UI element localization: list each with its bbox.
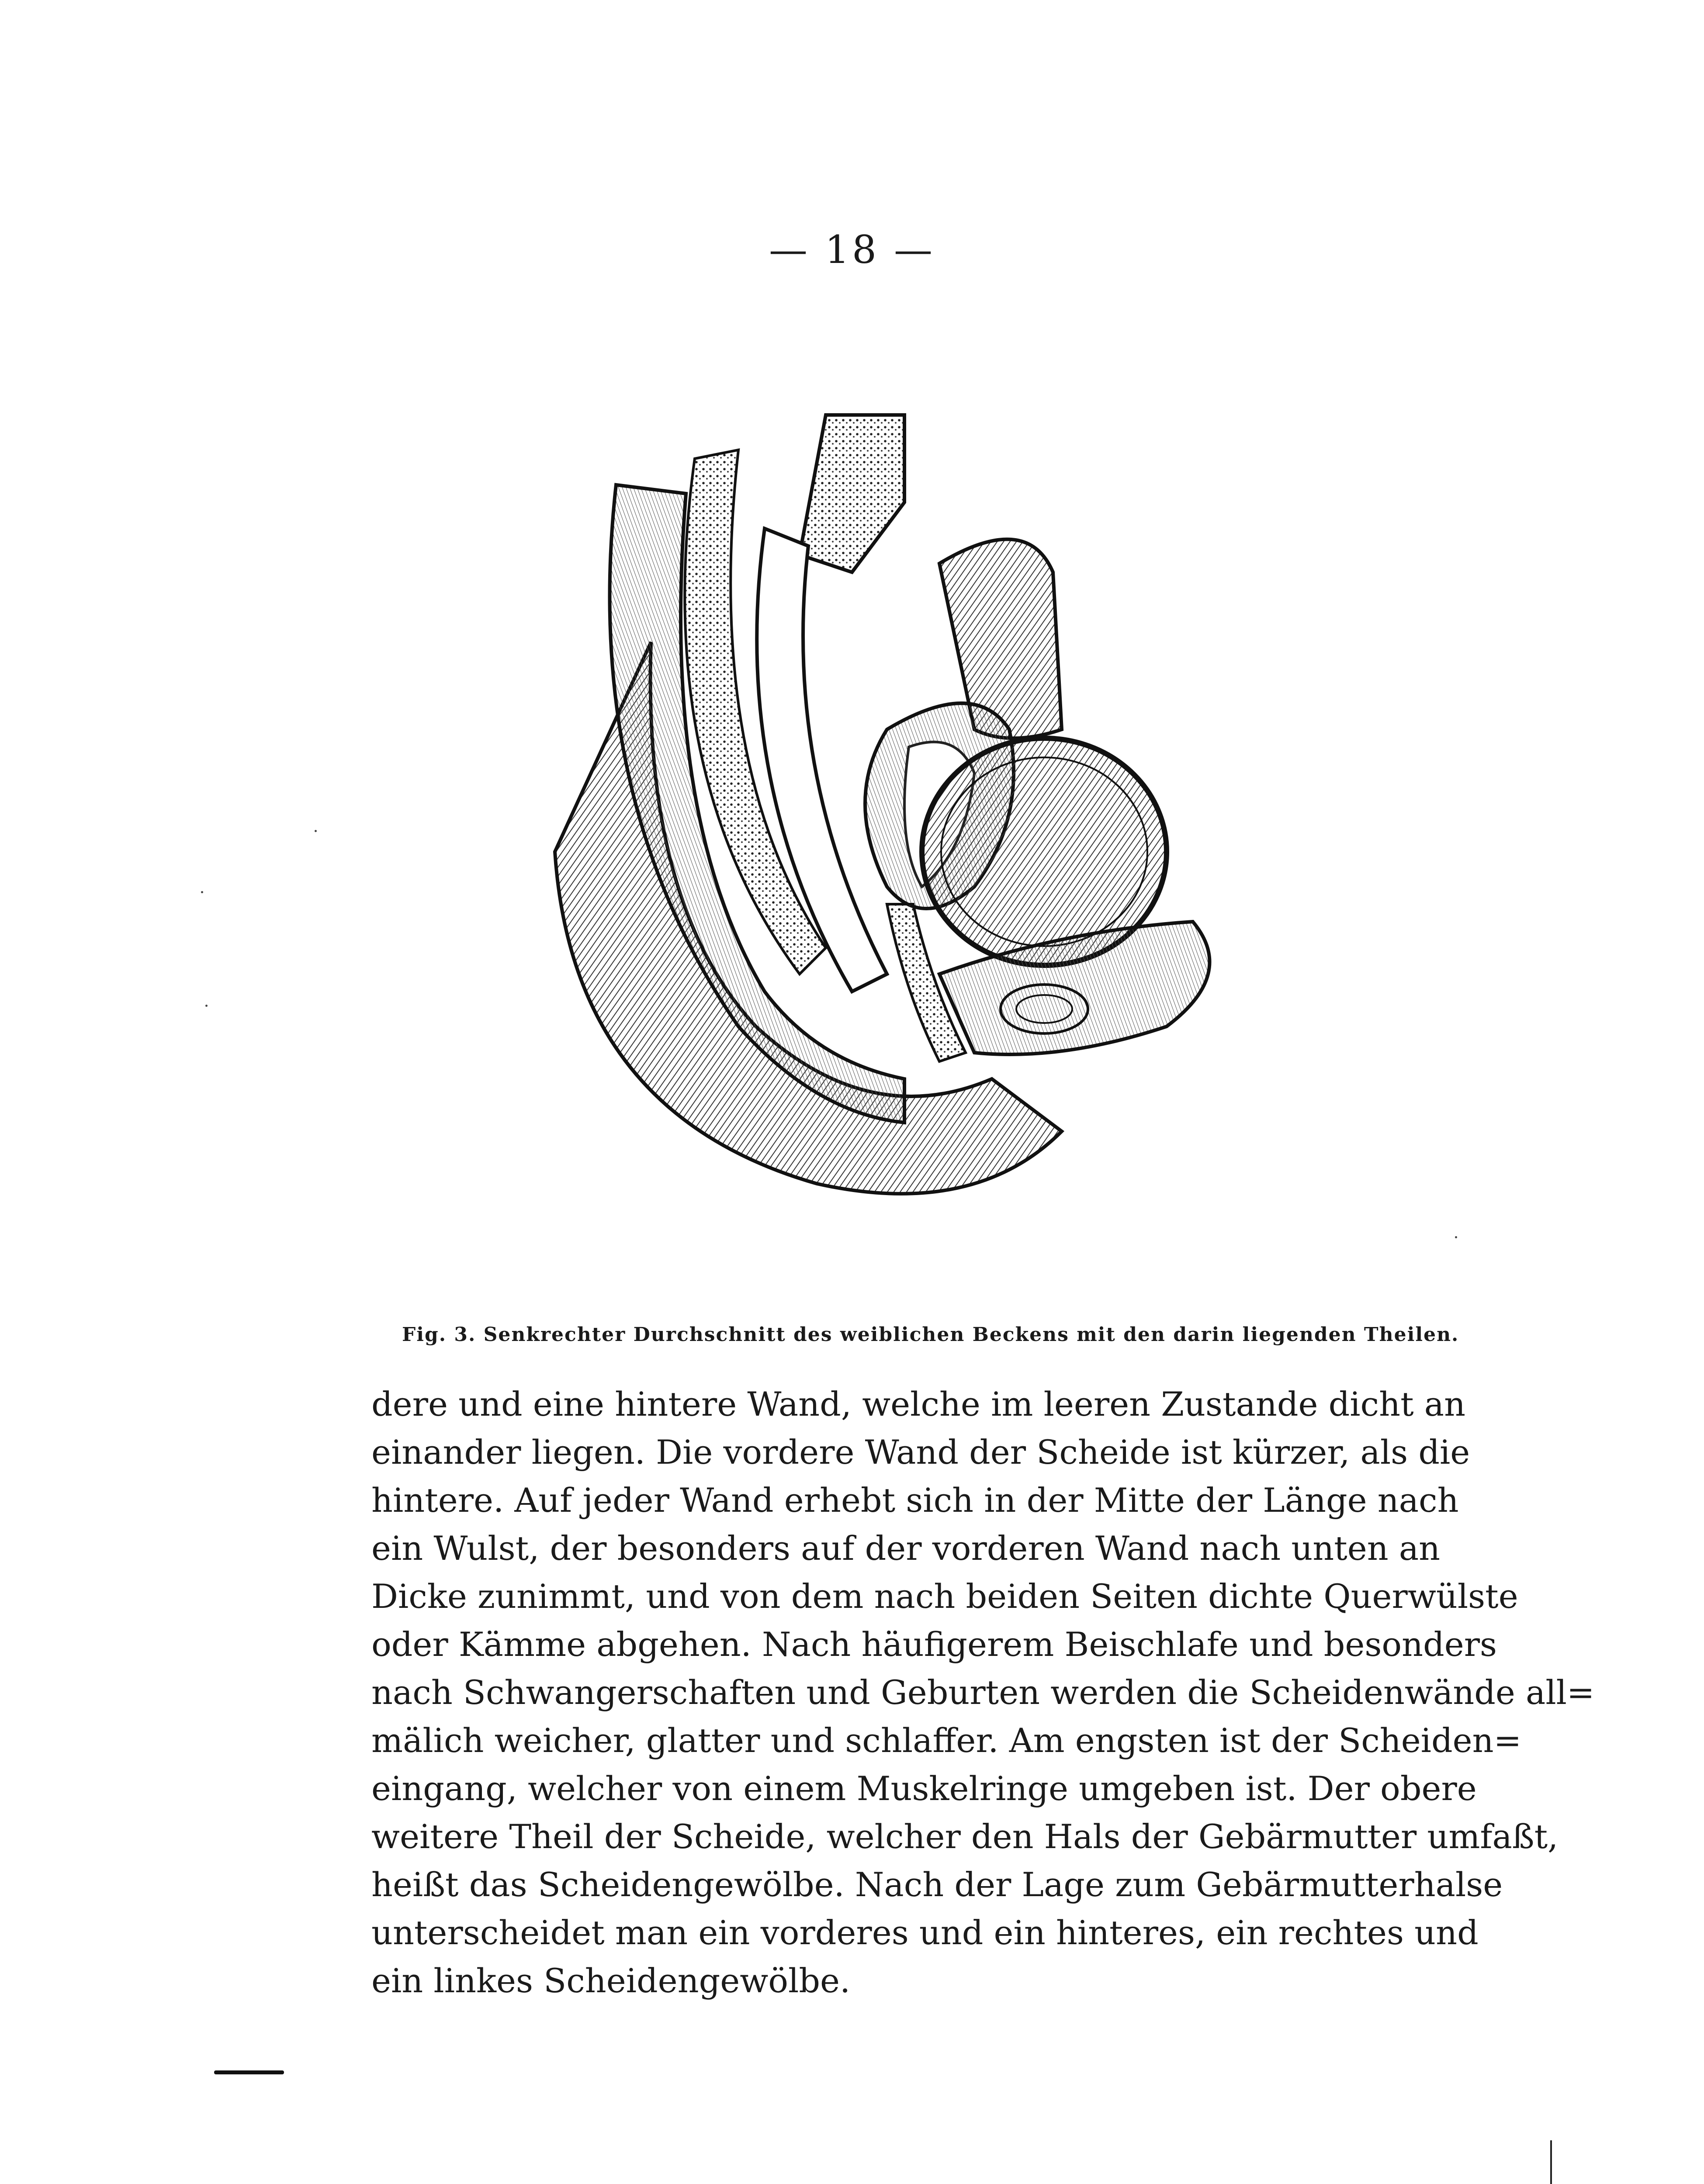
text-line: hintere. Auf jeder Wand erhebt sich in der Mitte der Länge nach [371, 1481, 1459, 1520]
text-line: mälich weicher, glatter und schlaffer. Am engsten ist der Scheiden= [371, 1721, 1522, 1760]
text-line: nach Schwangerschaften und Geburten werden die Scheidenwände all= [371, 1673, 1595, 1712]
anatomical-illustration [450, 363, 1324, 1236]
margin-dash-mark [214, 2070, 284, 2074]
body-paragraph [371, 1380, 1595, 2005]
ink-speck [315, 830, 317, 832]
spine-column [800, 415, 904, 572]
text-line: oder Kämme abgehen. Nach häufigerem Beischlafe und besonders [371, 1625, 1497, 1664]
figure-caption: Fig. 3. Senkrechter Durchschnitt des weiblichen Beckens mit den darin liegenden Theilen. [402, 1324, 1459, 1346]
text-line: ein Wulst, der besonders auf der vorderen Wand nach unten an [371, 1529, 1441, 1568]
text-line: eingang, welcher von einem Muskelringe umgeben ist. Der obere [371, 1769, 1477, 1808]
page-number: — 18 — [769, 227, 935, 272]
text-line: unterscheidet man ein vorderes und ein hinteres, ein rechtes und [371, 1913, 1479, 1952]
margin-vertical-mark [1550, 2140, 1552, 2184]
ink-speck [205, 1005, 208, 1007]
ink-speck [1455, 1236, 1457, 1238]
text-line: Dicke zunimmt, und von dem nach beiden Seiten dichte Querwülste [371, 1577, 1518, 1616]
ink-speck [201, 891, 203, 893]
text-line: weitere Theil der Scheide, welcher den Hals der Gebärmutter umfaßt, [371, 1817, 1559, 1856]
text-line: dere und eine hintere Wand, welche im leeren Zustande dicht an [371, 1385, 1466, 1424]
text-line: heißt das Scheidengewölbe. Nach der Lage zum Gebärmutterhalse [371, 1865, 1503, 1904]
text-line: einander liegen. Die vordere Wand der Scheide ist kürzer, als die [371, 1433, 1470, 1472]
text-line: ein linkes Scheidengewölbe. [371, 1961, 851, 2000]
